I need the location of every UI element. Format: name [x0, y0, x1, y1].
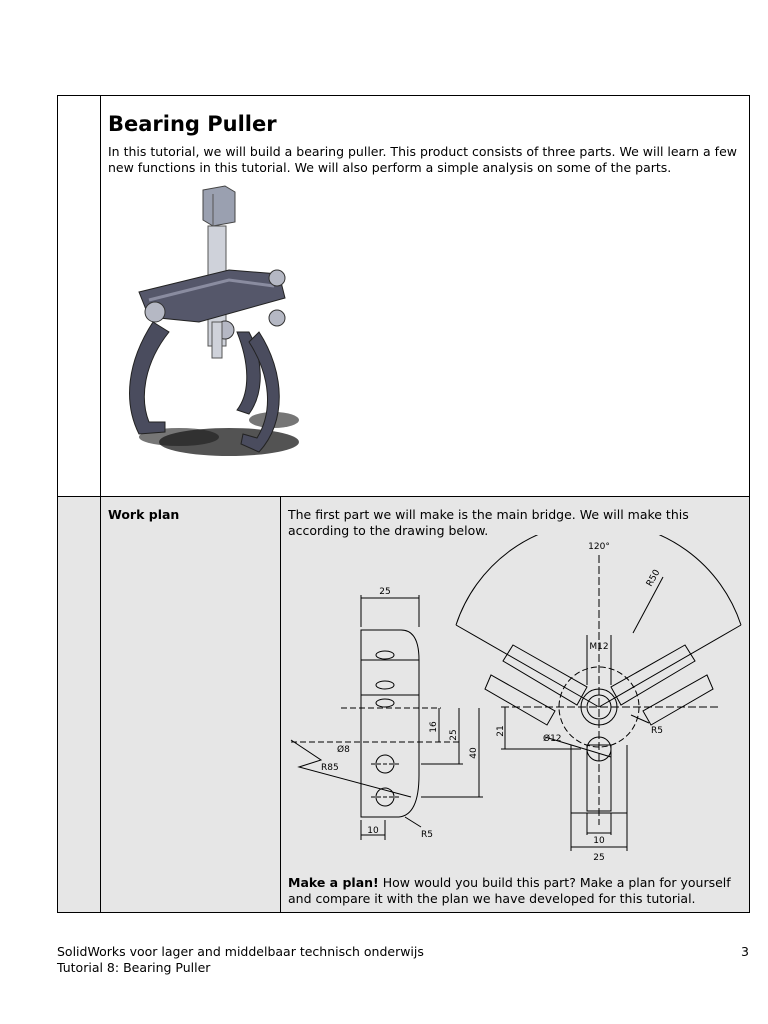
dim-dia-8: Ø8 — [337, 745, 350, 755]
dim-r5-side: R5 — [421, 830, 433, 840]
page-title: Bearing Puller — [108, 112, 277, 136]
footer-line-1: SolidWorks voor lager and middelbaar technisch onderwijs — [57, 944, 424, 959]
work-plan-content-cell — [281, 497, 749, 912]
dim-40: 40 — [469, 747, 479, 759]
work-plan-row — [58, 497, 749, 912]
dim-10-side: 10 — [367, 826, 379, 836]
dim-m12: M12 — [589, 642, 609, 652]
bearing-puller-render — [109, 182, 309, 478]
page-footer — [57, 944, 424, 976]
tutorial-table — [57, 95, 750, 913]
dim-r50: R50 — [644, 568, 663, 589]
dim-25-front: 25 — [593, 853, 605, 863]
dim-25-vertical: 25 — [449, 729, 459, 741]
dim-r85: R85 — [321, 763, 339, 773]
dim-21: 21 — [496, 725, 506, 737]
dim-angle-120: 120° — [588, 542, 610, 552]
step-column — [58, 96, 101, 496]
dim-25-side: 25 — [379, 587, 391, 597]
technical-drawing — [281, 535, 749, 870]
make-a-plan-body: How would you build this part? Make a plan for yourself and compare it with the plan we have developed for this tutorial. — [288, 875, 731, 906]
make-a-plan-heading: Make a plan! — [288, 875, 379, 890]
step-column — [58, 497, 101, 912]
page-number: 3 — [741, 944, 749, 959]
intro-paragraph: In this tutorial, we will build a bearing puller. This product consists of three parts. We will learn a few new functions in this tutorial. We will also perform a simple analysis on some of the parts. — [108, 144, 737, 175]
make-a-plan-text — [288, 875, 750, 907]
work-plan-label: Work plan — [108, 507, 180, 522]
work-plan-description: The first part we will make is the main bridge. We will make this according to the drawing below. — [288, 507, 689, 538]
intro-cell — [101, 96, 749, 496]
intro-row — [58, 96, 749, 497]
dim-10-front: 10 — [593, 836, 605, 846]
footer-line-2: Tutorial 8: Bearing Puller — [57, 960, 211, 975]
work-plan-label-cell — [101, 497, 281, 912]
dim-16: 16 — [429, 721, 439, 733]
dim-r5-front: R5 — [651, 726, 663, 736]
dim-dia-12: Ø12 — [543, 734, 562, 744]
